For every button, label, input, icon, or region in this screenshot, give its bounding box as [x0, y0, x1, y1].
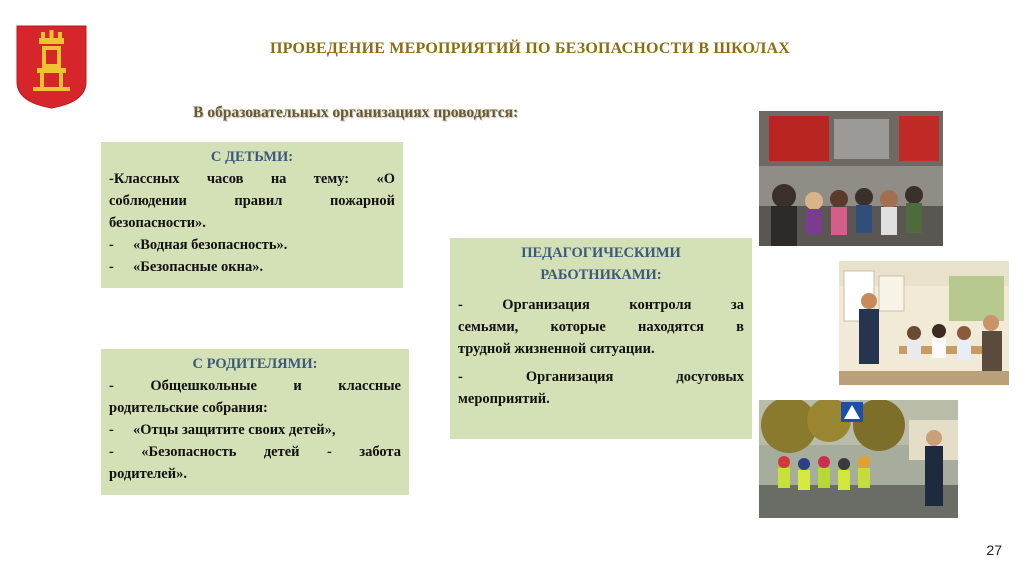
page-title: ПРОВЕДЕНИЕ МЕРОПРИЯТИЙ ПО БЕЗОПАСНОСТИ В ШКОЛАХ — [269, 40, 791, 57]
parents-item-text: «Отцы защитите своих детей», — [133, 422, 336, 438]
teachers-box-line: - Организация досуговых — [458, 369, 744, 385]
teachers-box-line: трудной жизненной ситуации. — [458, 341, 655, 357]
parents-box-line: родительские собрания: — [109, 400, 268, 416]
page-subtitle: В образовательных организациях проводятся: — [193, 104, 519, 121]
children-activities-box — [101, 142, 403, 288]
children-box-item — [109, 256, 395, 278]
parents-box-line: - Общешкольные и классные — [109, 378, 401, 394]
parents-box-heading: С РОДИТЕЛЯМИ: — [192, 356, 318, 372]
coat-of-arms-emblem — [15, 24, 88, 110]
list-dash: - — [109, 259, 114, 275]
children-item-text: «Водная безопасность». — [133, 237, 288, 253]
teachers-box-line: - Организация контроля за — [458, 297, 744, 313]
teachers-activities-box — [450, 238, 752, 439]
parents-box-item — [109, 419, 401, 441]
fire-station-photo — [759, 111, 943, 246]
crosswalk-photo — [759, 400, 958, 518]
teachers-box-heading — [458, 242, 744, 286]
children-box-line: -Классных часов на тему: «О — [109, 171, 395, 187]
children-item-text: «Безопасные окна». — [133, 259, 264, 275]
parents-activities-box — [101, 349, 409, 495]
children-box-line: соблюдении правил пожарной — [109, 193, 395, 209]
teachers-heading-line: ПЕДАГОГИЧЕСКИМИ — [521, 245, 681, 261]
children-box-line: безопасности». — [109, 215, 206, 231]
page-number: 27 — [986, 542, 1002, 558]
list-dash: - — [109, 422, 114, 438]
teachers-box-line: семьями, которые находятся в — [458, 319, 744, 335]
teachers-box-line: мероприятий. — [458, 391, 550, 407]
parents-box-line: - «Безопасность детей - забота — [109, 444, 401, 460]
list-dash: - — [109, 237, 114, 253]
parents-box-line: родителей». — [109, 466, 187, 482]
children-box-item — [109, 234, 395, 256]
classroom-photo — [839, 261, 1009, 385]
children-box-heading: С ДЕТЬМИ: — [210, 149, 294, 165]
teachers-heading-line: РАБОТНИКАМИ: — [540, 267, 662, 283]
